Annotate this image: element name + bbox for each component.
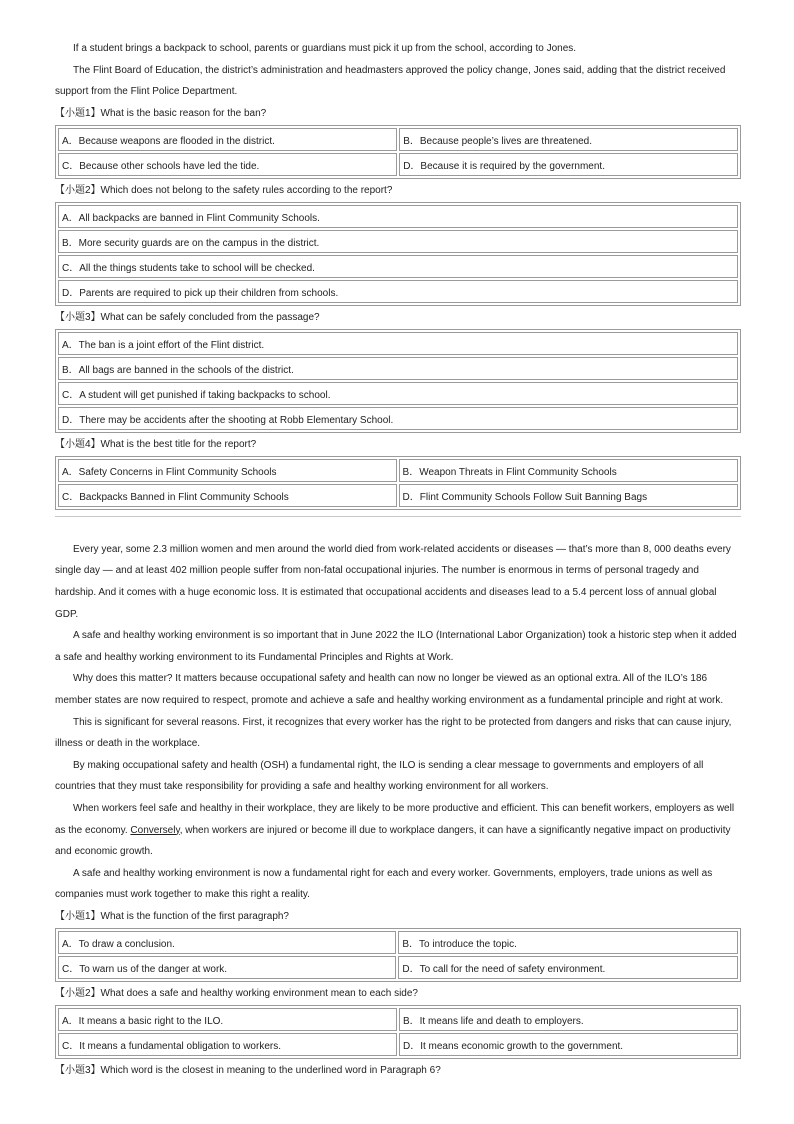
paragraph: A safe and healthy working environment is so important that in June 2022 the ILO (International Labor Organization) took a historic step when it added a safe and healthy working environment to its Fundamental Principles and Rights at Work. [55,630,737,663]
option-a[interactable]: A．The ban is a joint effort of the Flint district. [58,332,738,355]
options-table [55,928,741,982]
option-d[interactable]: D．To call for the need of safety environment. [398,956,738,979]
option-c[interactable]: C．Because other schools have led the tide. [58,153,397,176]
option-b[interactable]: B．To introduce the topic. [398,931,738,954]
options-table [55,125,741,179]
option-c[interactable]: C．Backpacks Banned in Flint Community Schools [58,484,397,507]
paragraph: The Flint Board of Education, the district’s administration and headmasters approved the policy change, Jones said, adding that the district received support from the Flint Police Department. [55,64,726,98]
option-a[interactable]: A．To draw a conclusion. [58,931,396,954]
question-label: 【小题2】Which does not belong to the safety rules according to the report? [55,184,393,196]
paragraph: Every year, some 2.3 million women and men around the world died from work-related accidents or diseases — that’s more than 8, 000 deaths every single day — and at least 402 million people suffer from non-fatal occupational injuries. The number is enormous in terms of personal tragedy and hardship. And it comes with a huge economic loss. It is estimated that occupational accidents and diseases lead to a 5.4 percent loss of annual global GDP. [55,543,731,620]
options-table [55,456,741,510]
option-a[interactable]: A．All backpacks are banned in Flint Community Schools. [58,205,738,228]
document-page [55,0,741,1081]
passage-2 [55,517,741,1081]
option-d[interactable]: D．It means economic growth to the government. [399,1033,738,1056]
paragraph-text: , when workers are injured or become ill due to workplace dangers, it can have a significantly negative impact on productivity and economic growth. [55,824,731,858]
option-b[interactable]: B．It means life and death to employers. [399,1008,738,1031]
question-label: 【小题1】What is the function of the first paragraph? [55,910,289,922]
options-table [55,329,741,433]
options-table [55,1005,741,1059]
option-c[interactable]: C．A student will get punished if taking backpacks to school. [58,382,738,405]
question-label: 【小题1】What is the basic reason for the ban? [55,107,267,119]
paragraph-text: When workers feel safe and healthy in their workplace, they are likely to be more productive and efficient. This can benefit workers, employers as well as the economy. [55,802,735,836]
option-b[interactable]: B．Weapon Threats in Flint Community Schools [399,459,738,482]
question-label: 【小题3】What can be safely concluded from the passage? [55,311,320,323]
paragraph: If a student brings a backpack to school, parents or guardians must pick it up from the school, according to Jones. [73,43,577,54]
paragraph: Why does this matter? It matters because occupational safety and health can now no longer be viewed as an optional extra. All of the ILO’s 186 member states are now required to respect, promote and achieve a safe and healthy working environment as a fundamental principle and right at work. [55,673,724,706]
option-a[interactable]: A．Safety Concerns in Flint Community Schools [58,459,397,482]
option-b[interactable]: B．More security guards are on the campus in the district. [58,230,738,253]
options-table [55,202,741,306]
option-c[interactable]: C．It means a fundamental obligation to workers. [58,1033,397,1056]
option-d[interactable]: D．There may be accidents after the shooting at Robb Elementary School. [58,407,738,430]
option-d[interactable]: D．Because it is required by the government. [399,153,738,176]
option-c[interactable]: C．All the things students take to school will be checked. [58,255,738,278]
option-b[interactable]: B．Because people’s lives are threatened. [399,128,738,151]
passage-1 [55,0,741,510]
question-label: 【小题2】What does a safe and healthy working environment mean to each side? [55,987,418,999]
option-c[interactable]: C．To warn us of the danger at work. [58,956,396,979]
paragraph: By making occupational safety and health (OSH) a fundamental right, the ILO is sending a clear message to governments and employers of all countries that they must take responsibility for providing a safe and healthy working environment for all workers. [55,759,704,793]
paragraph: This is significant for several reasons. First, it recognizes that every worker has the right to be protected from dangers and risks that can cause injury, illness or death in the workplace. [55,716,732,750]
underlined-word: Conversely [130,824,180,836]
paragraph [55,798,741,863]
question-label: 【小题4】What is the best title for the report? [55,438,257,450]
option-d[interactable]: D．Flint Community Schools Follow Suit Banning Bags [399,484,738,507]
option-d[interactable]: D．Parents are required to pick up their children from schools. [58,280,738,303]
option-a[interactable]: A．It means a basic right to the ILO. [58,1008,397,1031]
question-label: 【小题3】Which word is the closest in meaning to the underlined word in Paragraph 6? [55,1064,441,1076]
option-b[interactable]: B．All bags are banned in the schools of the district. [58,357,738,380]
option-a[interactable]: A．Because weapons are flooded in the district. [58,128,397,151]
paragraph: A safe and healthy working environment is now a fundamental right for each and every worker. Governments, employers, trade unions as well as companies must work together to make this right a reality. [55,867,713,901]
